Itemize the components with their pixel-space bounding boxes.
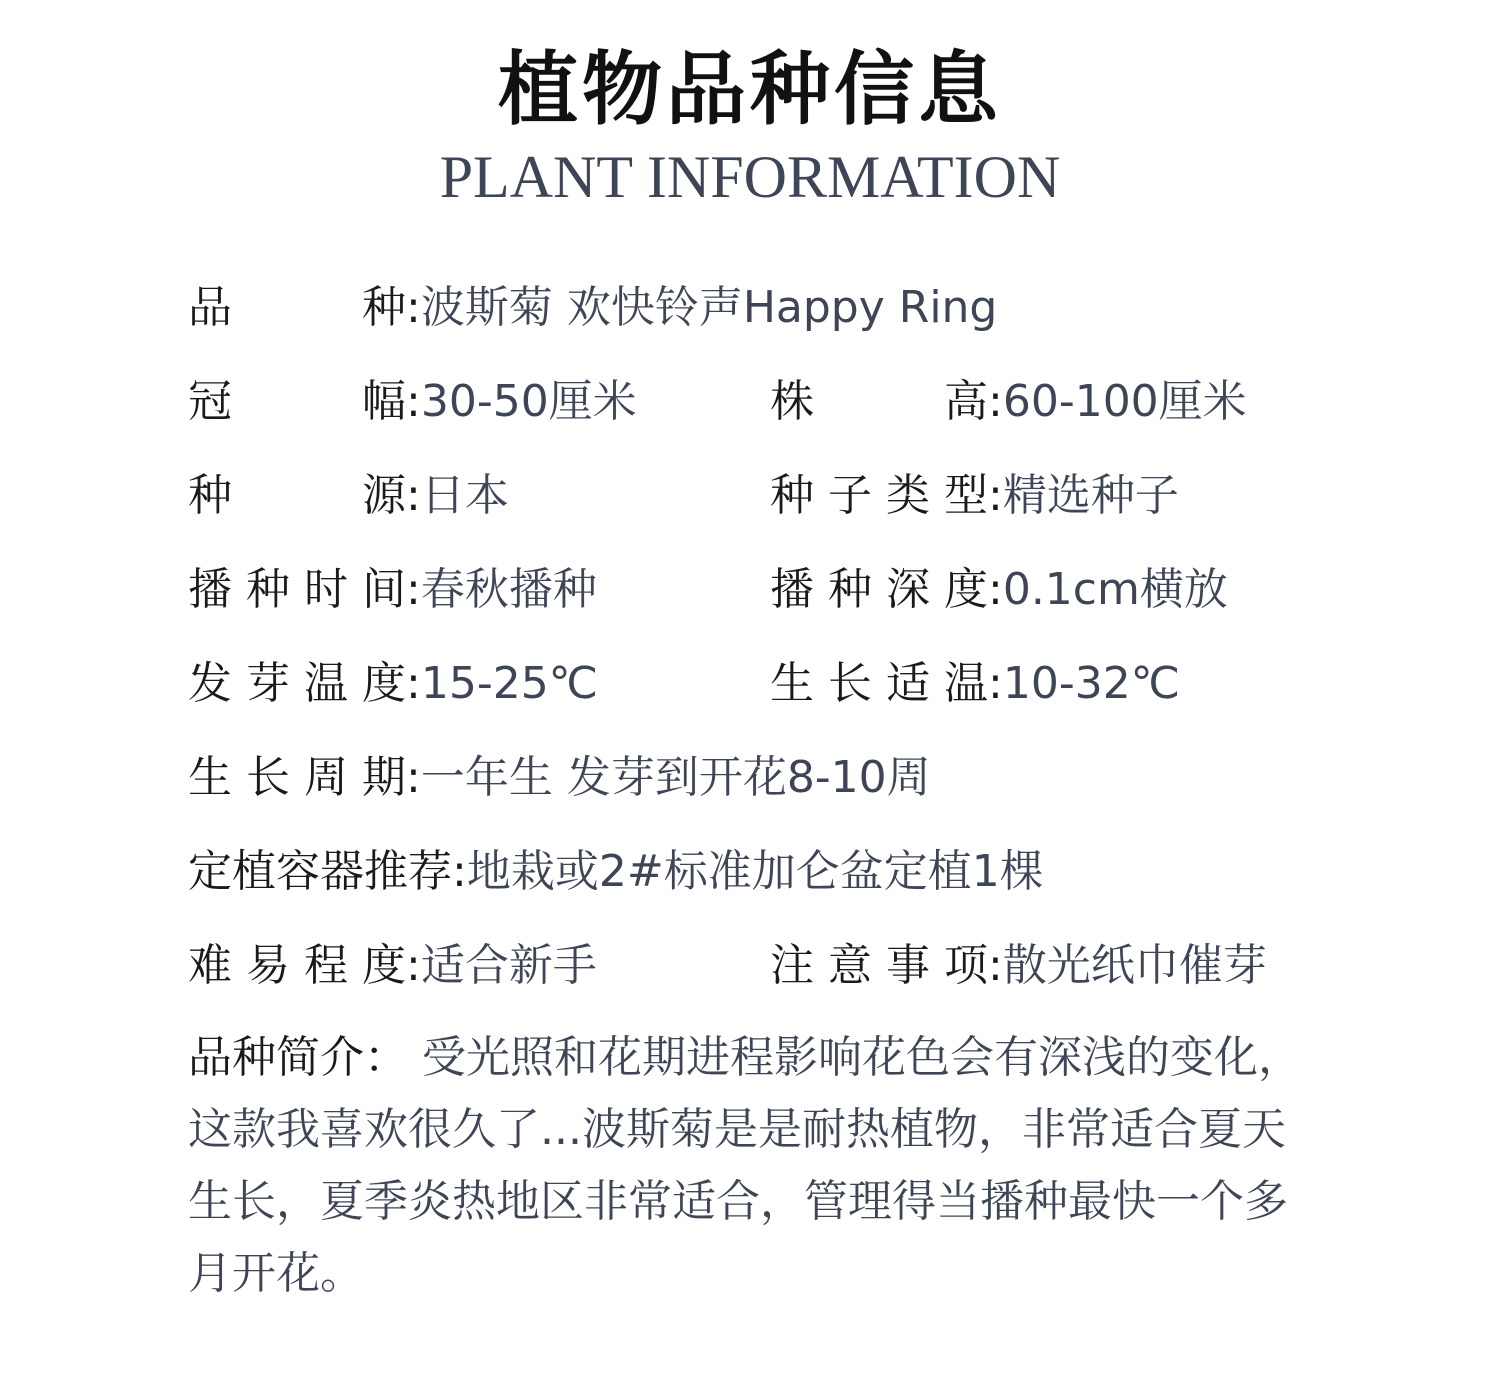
container-label: 定植容器推荐 xyxy=(188,846,452,897)
variety-value: 波斯菊 欢快铃声Happy Ring xyxy=(420,282,998,333)
info-row-origin: 种 源:日本 种子类型:精选种子 xyxy=(188,466,1312,526)
info-row-difficulty: 难易程度:适合新手 注意事项:散光纸巾催芽 xyxy=(188,936,1312,996)
seed-type-value: 精选种子 xyxy=(1002,470,1179,521)
difficulty-label: 难易程度 xyxy=(188,940,406,991)
origin-value: 日本 xyxy=(420,470,509,521)
info-row-sowing: 播种时间:春秋播种 播种深度:0.1cm横放 xyxy=(188,560,1312,620)
info-row-size: 冠 幅:30-50厘米 株 高:60-100厘米 xyxy=(188,372,1312,432)
variety-label: 品 种 xyxy=(188,282,406,333)
sow-time-value: 春秋播种 xyxy=(420,564,597,615)
info-row-container: 定植容器推荐:地栽或2#标准加仑盆定植1棵 xyxy=(188,846,1044,897)
sow-time-label: 播种时间 xyxy=(188,564,406,615)
notes-value: 散光纸巾催芽 xyxy=(1002,940,1267,991)
germ-temp-value: 15-25℃ xyxy=(420,658,599,709)
cycle-label: 生长周期 xyxy=(188,752,406,803)
intro-label: 品种简介： xyxy=(188,1032,408,1083)
cycle-value: 一年生 发芽到开花8-10周 xyxy=(420,752,931,803)
height-label: 株 高 xyxy=(770,376,988,427)
height-value: 60-100厘米 xyxy=(1002,376,1247,427)
info-row-variety: 品 种:波斯菊 欢快铃声Happy Ring xyxy=(188,278,997,338)
germ-temp-label: 发芽温度 xyxy=(188,658,406,709)
crown-label: 冠 幅 xyxy=(188,376,406,427)
crown-value: 30-50厘米 xyxy=(420,376,637,427)
page-subtitle: PLANT INFORMATION xyxy=(439,144,1061,210)
grow-temp-label: 生长适温 xyxy=(770,658,988,709)
sow-depth-label: 播种深度 xyxy=(770,564,988,615)
sow-depth-value: 0.1cm横放 xyxy=(1002,564,1228,615)
origin-label: 种 源 xyxy=(188,470,406,521)
notes-label: 注意事项 xyxy=(770,940,988,991)
grow-temp-value: 10-32℃ xyxy=(1002,658,1181,709)
seed-type-label: 种子类型 xyxy=(770,470,988,521)
info-row-cycle: 生长周期:一年生 发芽到开花8-10周 xyxy=(188,748,931,808)
info-row-temperature: 发芽温度:15-25℃ 生长适温:10-32℃ xyxy=(188,654,1312,714)
container-value: 地栽或2#标准加仑盆定植1棵 xyxy=(466,846,1044,897)
difficulty-value: 适合新手 xyxy=(420,940,597,991)
variety-intro xyxy=(188,1022,1312,1310)
intro-text: 受光照和花期进程影响花色会有深浅的变化，这款我喜欢很久了...波斯菊是是耐热植物，非常适合夏天生长，夏季炎热地区非常适合，管理得当播种最快一个多月开花。 xyxy=(188,1032,1302,1299)
page-title: 植物品种信息 xyxy=(498,43,1002,136)
